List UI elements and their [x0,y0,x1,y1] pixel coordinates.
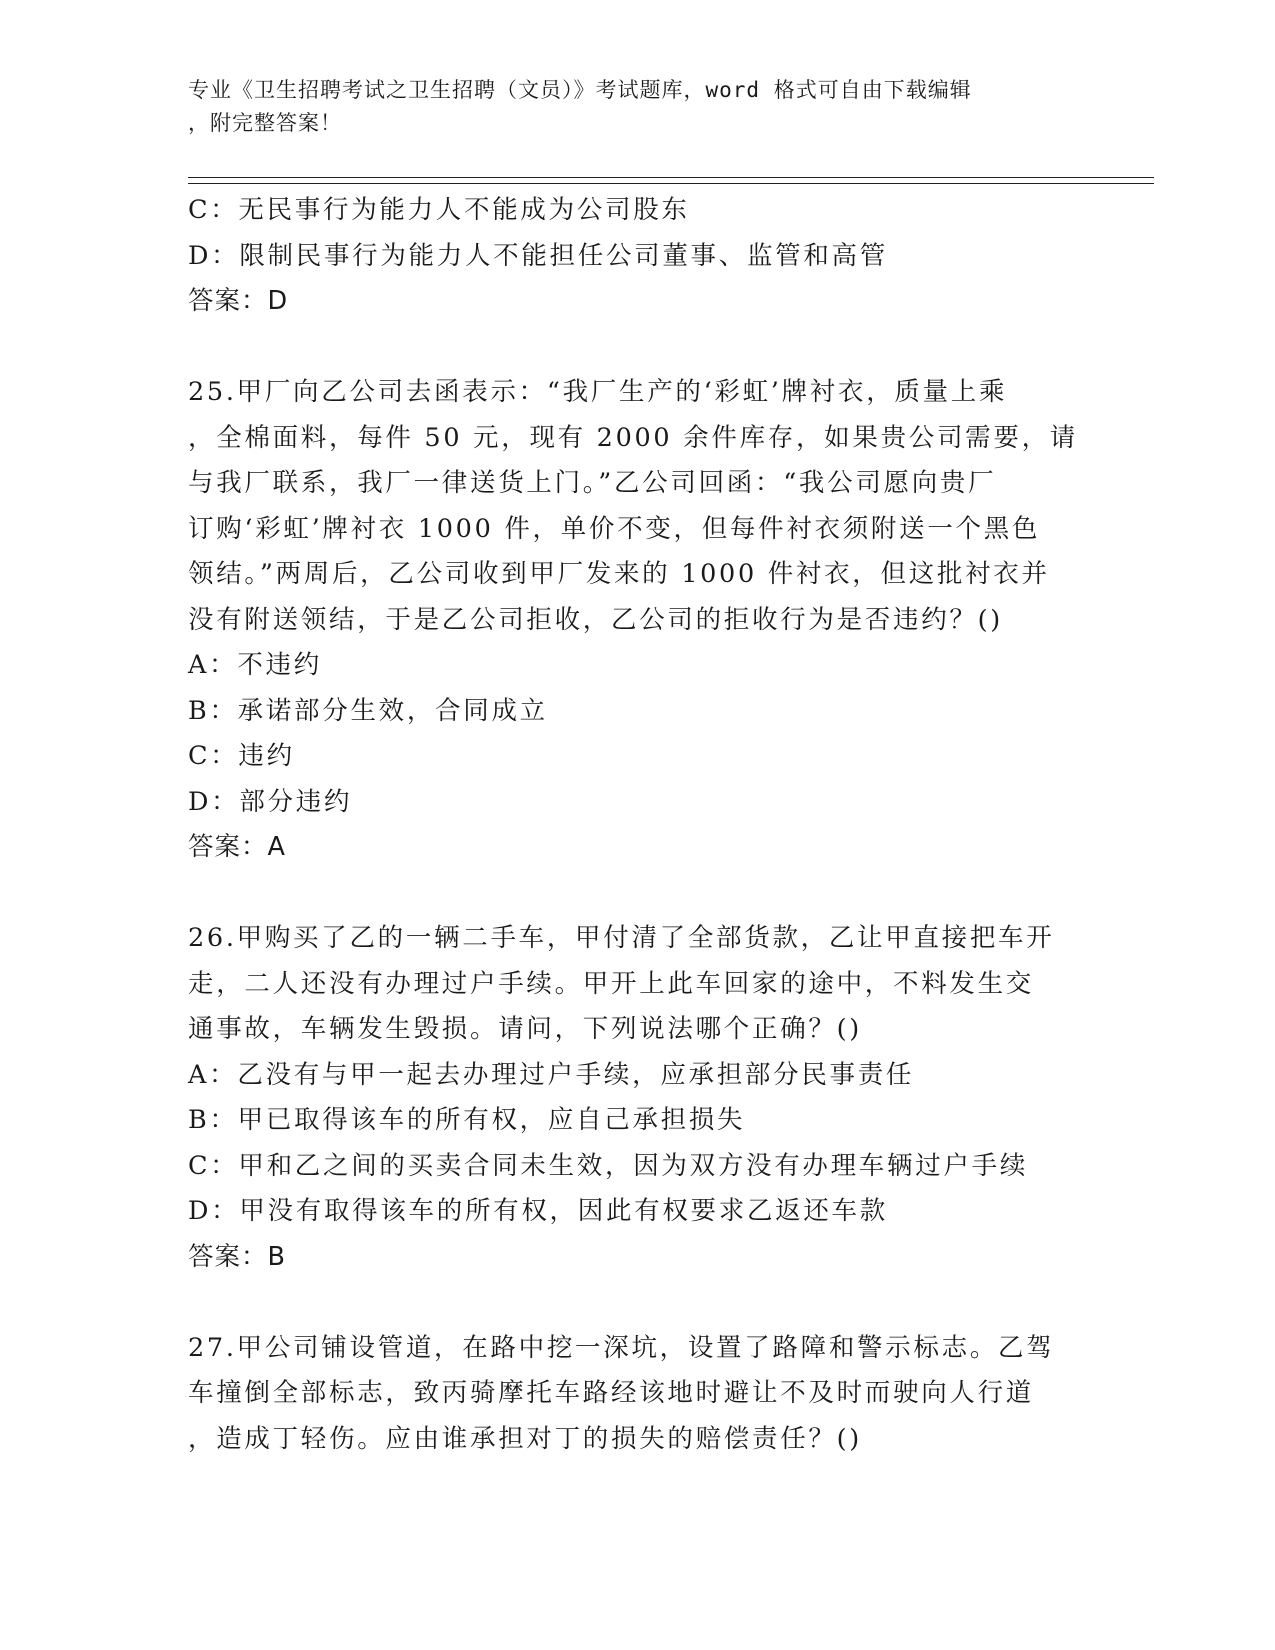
question-27 [188,1326,1088,1463]
question-24-tail [188,188,1088,325]
option-a: A：乙没有与甲一起去办理过户手续，应承担部分民事责任 [188,1059,915,1090]
question-text-line: 走，二人还没有办理过户手续。甲开上此车回家的途中，不料发生交 [188,968,1035,999]
question-text-line: 通事故，车辆发生毁损。请问，下列说法哪个正确？() [188,1014,862,1044]
option-c: C：违约 [188,741,295,771]
header-line-1: 专业《卫生招聘考试之卫生招聘（文员）》考试题库，word 格式可自由下载编辑 [188,78,972,102]
option-d: D：甲没有取得该车的所有权，因此有权要求乙返还车款 [188,1196,888,1226]
question-list [188,188,1088,1462]
option-b: B：承诺部分生效，合同成立 [188,695,548,726]
question-text-line: 25.甲厂向乙公司去函表示：“我厂生产的‘彩虹’牌衬衣，质量上乘 [188,377,1008,407]
option-c: C：甲和乙之间的买卖合同未生效，因为双方没有办理车辆过户手续 [188,1150,1029,1181]
question-text-line: 与我厂联系，我厂一律送货上门。”乙公司回函：“我公司愿向贵厂 [188,468,997,498]
option-a: A：不违约 [188,650,322,680]
question-text-line: 车撞倒全部标志，致丙骑摩托车路经该地时避让不及时而驶向人行道 [188,1378,1035,1408]
question-26 [188,916,1088,1280]
option-c: C：无民事行为能力人不能成为公司股东 [188,195,690,225]
header-line-2: ，附完整答案！ [188,111,342,135]
question-text-line: 没有附送领结，于是乙公司拒收，乙公司的拒收行为是否违约？() [188,604,1003,635]
question-text-line: 领结。”两周后，乙公司收到甲厂发来的 1000 件衬衣，但这批衬衣并 [188,559,1050,589]
question-text-line: ，全棉面料，每件 50 元，现有 2000 余件库存，如果贵公司需要，请 [188,422,1078,453]
option-d: D：限制民事行为能力人不能担任公司董事、监管和高管 [188,240,888,271]
question-text-line: ，造成丁轻伤。应由谁承担对丁的损失的赔偿责任？() [188,1423,862,1454]
option-b: B：甲已取得该车的所有权，应自己承担损失 [188,1105,746,1135]
question-text-line: 27.甲公司铺设管道，在路中挖一深坑，设置了路障和警示标志。乙驾 [188,1332,1055,1363]
option-d: D：部分违约 [188,786,353,817]
document-header [188,74,1088,140]
answer-line: 答案：A [188,832,286,862]
answer-line: 答案：B [188,1241,286,1272]
answer-line: 答案：D [188,286,289,316]
header-divider-bottom [188,183,1154,184]
question-text-line: 订购‘彩虹’牌衬衣 1000 件，单价不变，但每件衬衣须附送一个黑色 [188,513,1041,544]
question-25 [188,370,1088,871]
question-text-line: 26.甲购买了乙的一辆二手车，甲付清了全部货款，乙让甲直接把车开 [188,923,1055,953]
header-divider-top [188,177,1154,178]
